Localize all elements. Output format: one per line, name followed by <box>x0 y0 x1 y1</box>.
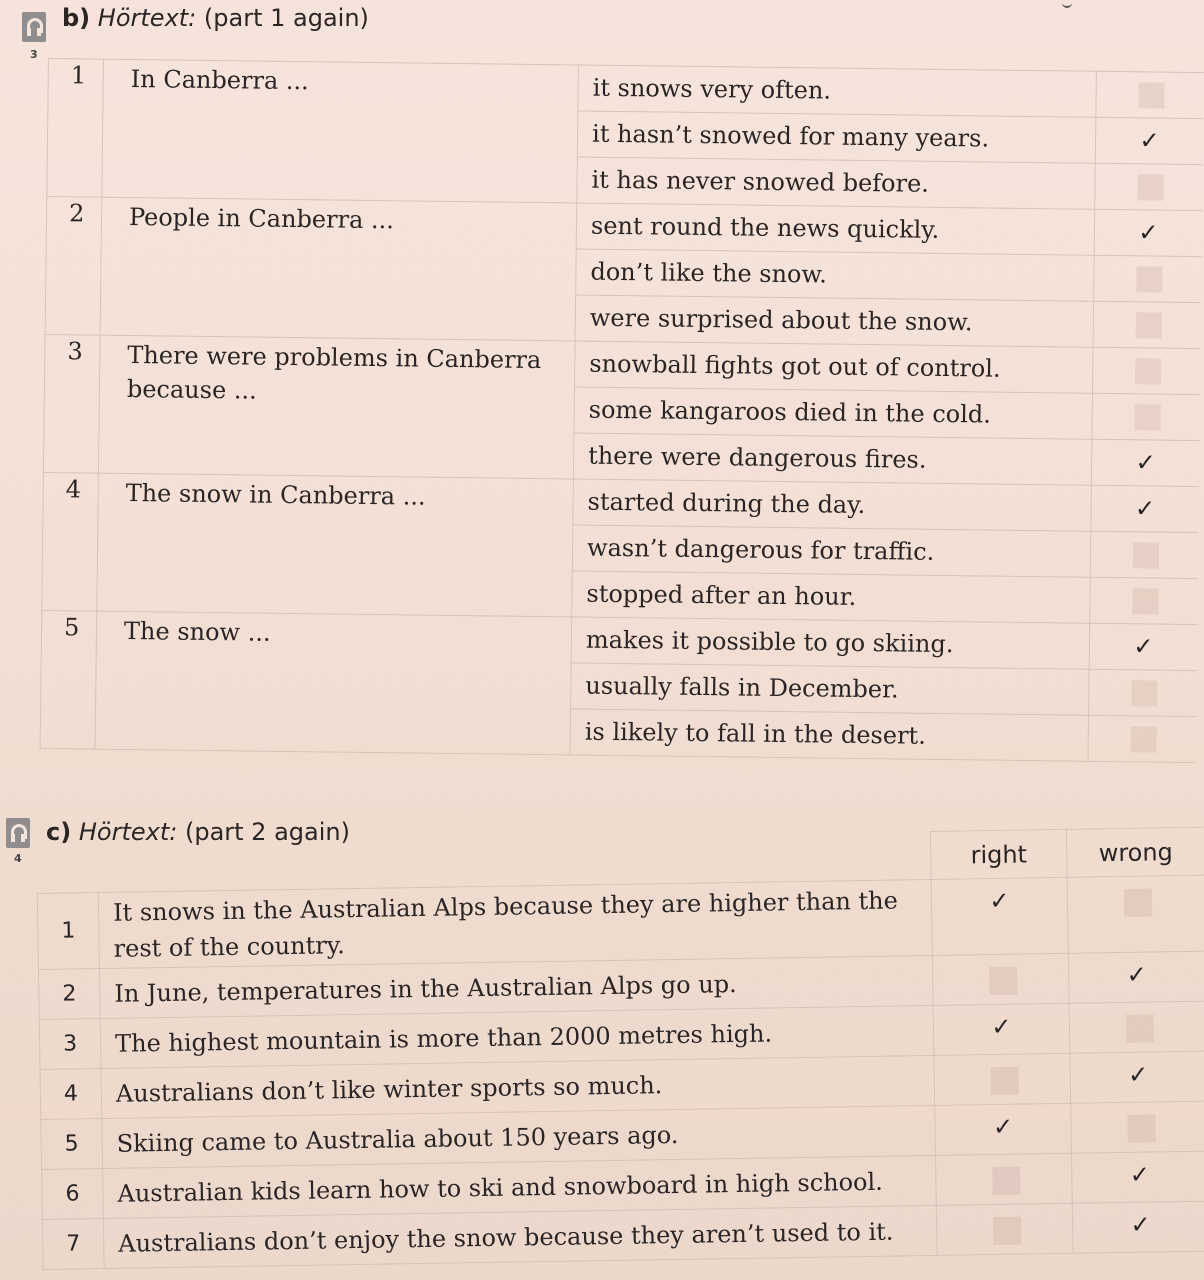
section-c-subtitle: (part 2 again) <box>184 818 350 846</box>
checkmark-box[interactable]: ✓ <box>1094 209 1203 256</box>
answer-option: started during the day. <box>572 478 1091 530</box>
question-cell <box>40 610 572 754</box>
answer-option: there were dangerous fires. <box>573 432 1092 484</box>
empty-checkbox <box>1126 1014 1154 1042</box>
statement-text: Australians don’t enjoy the snow because they aren’t used to it. <box>118 1217 894 1258</box>
section-c-keyword: Hörtext: <box>78 818 178 846</box>
empty-checkbox <box>1127 1114 1155 1142</box>
wrong-answer-cell[interactable] <box>1069 1052 1204 1103</box>
empty-checkbox[interactable] <box>1089 577 1198 624</box>
number-column-divider <box>96 474 99 611</box>
question-cell <box>46 58 578 202</box>
empty-checkbox <box>991 1067 1019 1095</box>
right-answer-cell[interactable] <box>931 878 1068 955</box>
answer-option: it hasn’t snowed for many years. <box>577 110 1096 162</box>
empty-checkbox[interactable] <box>1087 715 1196 762</box>
section-b-letter: b) <box>62 4 91 32</box>
statement-text: Australians don’t like winter sports so much. <box>115 1070 663 1108</box>
section-b-table <box>39 58 1204 802</box>
checkmark-icon: ✓ <box>991 1012 1012 1042</box>
right-answer-cell[interactable] <box>933 1004 1070 1055</box>
answer-option: sent round the news quickly. <box>576 202 1095 254</box>
question-number: 4 <box>65 475 82 504</box>
section-b-subtitle: (part 1 again) <box>203 4 369 32</box>
checkmark-box[interactable]: ✓ <box>1089 623 1198 670</box>
wrong-answer-cell[interactable] <box>1072 1202 1204 1253</box>
track-number-c: 4 <box>14 852 22 865</box>
statement-number: 2 <box>38 969 101 1019</box>
answer-option: it has never snowed before. <box>576 156 1095 208</box>
headphones-icon <box>6 818 30 848</box>
right-answer-cell[interactable] <box>934 1104 1071 1155</box>
section-b-heading <box>62 4 369 32</box>
empty-checkbox <box>993 1217 1021 1245</box>
checkmark-icon: ✓ <box>1127 1060 1149 1089</box>
right-answer-cell[interactable] <box>935 1154 1072 1205</box>
empty-checkbox[interactable] <box>1088 669 1197 716</box>
checkmark-icon: ✓ <box>1129 1160 1151 1189</box>
empty-checkbox <box>989 967 1017 995</box>
statement-text: In June, temperatures in the Australian Alps go up. <box>114 969 737 1008</box>
question-cell <box>43 334 575 478</box>
statement-number: 1 <box>37 893 100 969</box>
empty-checkbox[interactable] <box>1093 301 1202 348</box>
answer-option: snowball fights got out of control. <box>574 340 1093 392</box>
statement-number: 3 <box>39 1019 102 1069</box>
answer-option: usually falls in December. <box>570 662 1089 714</box>
statement-number: 7 <box>42 1219 105 1269</box>
empty-checkbox[interactable] <box>1092 347 1201 394</box>
statement-number: 4 <box>40 1069 103 1119</box>
question-cell <box>45 196 577 340</box>
answer-option: stopped after an hour. <box>571 570 1090 622</box>
answer-option: were surprised about the snow. <box>575 294 1094 346</box>
wrong-answer-cell[interactable] <box>1067 876 1204 953</box>
checkmark-box[interactable]: ✓ <box>1095 117 1204 164</box>
right-answer-cell[interactable] <box>936 1204 1073 1255</box>
empty-checkbox[interactable] <box>1091 393 1200 440</box>
track-number-b: 3 <box>30 48 38 61</box>
right-answer-cell[interactable] <box>932 954 1069 1005</box>
checkmark-icon: ✓ <box>1126 960 1147 989</box>
right-answer-cell[interactable] <box>933 1054 1070 1105</box>
number-column-divider <box>95 612 98 749</box>
question-stem: The snow ... <box>123 616 271 647</box>
statement-number: 6 <box>41 1169 104 1219</box>
number-column-divider <box>100 198 103 335</box>
question-stem: In Canberra ... <box>130 65 309 96</box>
empty-checkbox[interactable] <box>1095 71 1204 118</box>
statement-number: 5 <box>40 1119 103 1169</box>
statement-text: It snows in the Australian Alps because they are higher than the rest of the country. <box>112 885 899 963</box>
question-number: 3 <box>67 337 83 366</box>
answer-option: don’t like the snow. <box>575 248 1094 300</box>
answer-option: makes it possible to go skiing. <box>571 616 1090 668</box>
question-stem: There were problems in Canberra because ... <box>126 340 542 405</box>
question-stem: The snow in Canberra ... <box>125 478 426 511</box>
empty-checkbox <box>1124 888 1152 916</box>
section-c-letter: c) <box>46 818 72 846</box>
wrong-answer-cell[interactable] <box>1071 1152 1204 1203</box>
answer-option: some kangaroos died in the cold. <box>573 386 1092 438</box>
checkmark-box[interactable]: ✓ <box>1090 485 1199 532</box>
wrong-answer-cell[interactable] <box>1069 1002 1204 1053</box>
section-c-table <box>36 827 1204 1275</box>
wrong-answer-cell[interactable] <box>1068 952 1204 1003</box>
question-number: 5 <box>63 613 80 642</box>
answer-option: is likely to fall in the desert. <box>570 708 1089 760</box>
question-cell <box>41 472 573 616</box>
wrong-answer-cell[interactable] <box>1070 1102 1204 1153</box>
empty-checkbox[interactable] <box>1094 163 1203 210</box>
statement-text: Skiing came to Australia about 150 years ago. <box>116 1120 679 1158</box>
checkmark-icon: ✓ <box>989 886 1010 916</box>
empty-checkbox <box>992 1167 1020 1195</box>
checkmark-icon: ✓ <box>1130 1210 1151 1239</box>
empty-checkbox[interactable] <box>1090 531 1199 578</box>
checkmark-icon: ✓ <box>992 1112 1014 1142</box>
column-header-right: right <box>930 829 1067 879</box>
answer-option: wasn’t dangerous for traffic. <box>572 524 1091 576</box>
question-stem: People in Canberra ... <box>128 203 395 235</box>
question-number: 2 <box>68 199 85 228</box>
number-column-divider <box>98 336 101 473</box>
section-b-keyword: Hörtext: <box>97 4 197 32</box>
page-edge-mark <box>1062 0 1072 8</box>
statement-text: The highest mountain is more than 2000 metres high. <box>114 1018 773 1058</box>
headphones-icon <box>22 12 46 42</box>
statement-text: Australian kids learn how to ski and snowboard in high school. <box>117 1167 883 1208</box>
number-column-divider <box>101 60 104 197</box>
empty-checkbox[interactable] <box>1093 255 1202 302</box>
column-header-wrong: wrong <box>1066 827 1204 877</box>
answer-option: it snows very often. <box>577 64 1096 116</box>
question-number: 1 <box>70 61 87 90</box>
checkmark-box[interactable]: ✓ <box>1091 439 1200 486</box>
